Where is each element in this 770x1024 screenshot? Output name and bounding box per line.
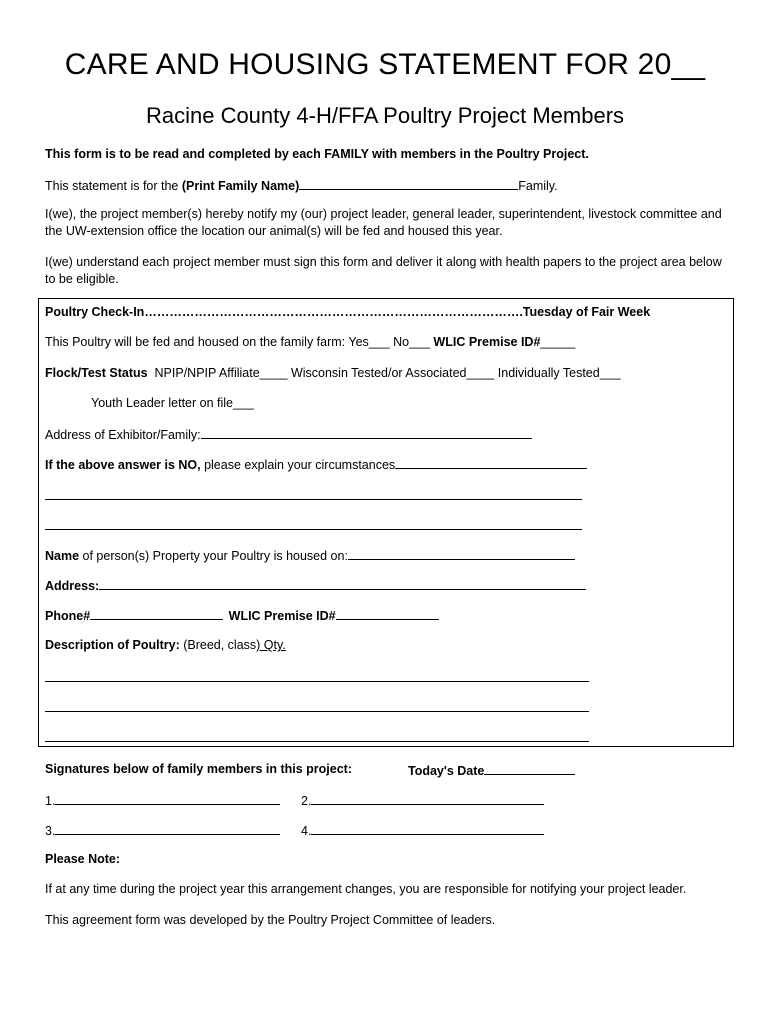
instructions-bold: This form is to be read and completed by each FAMILY with members in the Poultry Project. xyxy=(45,147,589,161)
signature-4-field[interactable] xyxy=(311,821,544,835)
phone-field[interactable] xyxy=(90,606,223,620)
notify-paragraph: I(we), the project member(s) hereby notify my (our) project leader, general leader, superintendent, livestock committee and the UW-extension office the location our animal(s) will be fed and housed this year. xyxy=(45,207,722,238)
circumstances-line-1[interactable] xyxy=(45,499,582,500)
if-no-line xyxy=(45,455,587,474)
understand-paragraph: I(we) understand each project member must sign this form and deliver it along with health papers to the project area below to be eligible. xyxy=(45,255,722,286)
signature-4-line xyxy=(301,821,544,840)
name-bold: Name xyxy=(45,549,80,563)
signature-2-field[interactable] xyxy=(311,791,544,805)
address-exhibitor-line xyxy=(45,425,532,444)
family-name-line xyxy=(45,176,558,195)
signature-1-line xyxy=(45,791,280,810)
signature-3-line xyxy=(45,821,280,840)
description-bold: Description of Poultry: xyxy=(45,638,180,652)
signatures-heading-text: Signatures below of family members in this project: xyxy=(45,762,353,776)
wlic-label: WLIC Premise ID# xyxy=(433,335,541,349)
description-line-2[interactable] xyxy=(45,711,589,712)
address-exhibitor-field[interactable] xyxy=(201,425,532,439)
signature-1-number: 1. xyxy=(45,794,56,808)
change-note: If at any time during the project year this arrangement changes, you are responsible for notifying your project leader. xyxy=(45,882,687,896)
circumstances-field[interactable] xyxy=(395,455,587,469)
farm-question[interactable]: This Poultry will be fed and housed on the family farm: Yes___ No___ xyxy=(45,335,434,349)
signature-3-number: 3. xyxy=(45,824,56,838)
circumstances-line-2[interactable] xyxy=(45,529,582,530)
name-rest: of person(s) Property your Poultry is housed on: xyxy=(79,549,348,563)
address-field[interactable] xyxy=(99,576,586,590)
description-rest: (Breed, class xyxy=(179,638,257,652)
developed-note: This agreement form was developed by the Poultry Project Committee of leaders. xyxy=(45,913,496,927)
description-line-3[interactable] xyxy=(45,741,589,742)
farm-question-line xyxy=(45,334,575,351)
checkin-line xyxy=(45,304,650,321)
family-name-field[interactable] xyxy=(299,176,518,190)
page-subtitle: Racine County 4-H/FFA Poultry Project Members xyxy=(145,103,625,128)
signatures-heading xyxy=(45,761,352,778)
property-name-field[interactable] xyxy=(348,546,575,560)
flock-options[interactable]: NPIP/NPIP Affiliate____ Wisconsin Tested/or Associated____ Individually Tested___ xyxy=(147,366,621,380)
flock-status-line xyxy=(45,365,621,382)
flock-status-label: Flock/Test Status xyxy=(45,366,148,380)
signature-1-field[interactable] xyxy=(55,791,280,805)
signature-3-field[interactable] xyxy=(55,821,280,835)
signature-2-line xyxy=(301,791,544,810)
page-title: CARE AND HOUSING STATEMENT FOR 20__ xyxy=(64,48,706,81)
todays-date-label: Today's Date xyxy=(408,764,485,778)
youth-leader-line[interactable]: Youth Leader letter on file___ xyxy=(91,396,254,410)
print-family-name-label: (Print Family Name) xyxy=(181,179,300,193)
address-label: Address: xyxy=(45,579,100,593)
please-note-line xyxy=(45,851,120,868)
premise-id-label: WLIC Premise ID# xyxy=(228,609,336,623)
wlic-field[interactable]: _____ xyxy=(540,335,576,349)
todays-date-line xyxy=(408,761,575,780)
if-no-bold: If the above answer is NO, xyxy=(45,458,201,472)
phone-line xyxy=(45,606,439,625)
description-line xyxy=(45,637,286,654)
phone-label: Phone# xyxy=(45,609,91,623)
family-suffix: Family. xyxy=(518,179,558,193)
please-note-label: Please Note: xyxy=(45,852,121,866)
description-line-1[interactable] xyxy=(45,681,589,682)
address-exhibitor-label: Address of Exhibitor/Family: xyxy=(45,428,201,442)
signature-2-number: 2. xyxy=(301,794,312,808)
todays-date-field[interactable] xyxy=(484,761,575,775)
if-no-rest: please explain your circumstances xyxy=(200,458,396,472)
premise-id-field[interactable] xyxy=(336,606,439,620)
statement-prefix: This statement is for the xyxy=(45,179,182,193)
property-name-line xyxy=(45,546,575,565)
instructions-text xyxy=(45,146,589,163)
signature-4-number: 4. xyxy=(301,824,312,838)
description-qty: ) Qty. xyxy=(256,638,286,652)
address-line xyxy=(45,576,586,595)
checkin-label: Poultry Check-In……………………………………………………………………………….Tuesday of Fair Week xyxy=(45,305,651,319)
